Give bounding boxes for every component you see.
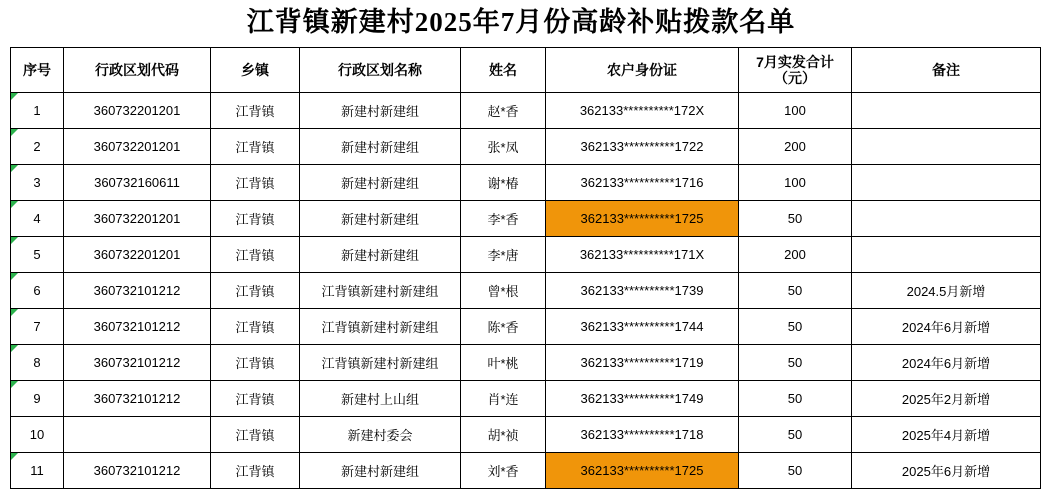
table-row (11, 308, 1041, 344)
cell-note: 2025年2月新增 (852, 380, 1041, 416)
cell-town: 江背镇 (211, 236, 300, 272)
cell-index: 5 (11, 236, 64, 272)
cell-note: 2025年4月新增 (852, 416, 1041, 452)
cell-division-code: 360732201201 (64, 128, 211, 164)
cell-division-name: 新建村新建组 (300, 452, 461, 488)
column-header-division-name: 行政区划名称 (300, 47, 461, 92)
cell-division-name: 新建村新建组 (300, 164, 461, 200)
cell-division-code (64, 416, 211, 452)
table-row (11, 416, 1041, 452)
cell-division-name: 新建村新建组 (300, 236, 461, 272)
cell-note (852, 164, 1041, 200)
column-header-id-number: 农户身份证 (546, 47, 739, 92)
cell-town: 江背镇 (211, 344, 300, 380)
cell-note: 2024.5月新增 (852, 272, 1041, 308)
cell-town: 江背镇 (211, 128, 300, 164)
cell-name: 李*香 (461, 200, 546, 236)
cell-index: 2 (11, 128, 64, 164)
cell-name: 赵*香 (461, 92, 546, 128)
cell-index: 7 (11, 308, 64, 344)
cell-division-name: 江背镇新建村新建组 (300, 272, 461, 308)
cell-town: 江背镇 (211, 416, 300, 452)
cell-id-number: 362133**********1739 (546, 272, 739, 308)
cell-amount: 200 (739, 236, 852, 272)
cell-name: 谢*椿 (461, 164, 546, 200)
cell-note (852, 128, 1041, 164)
cell-note: 2024年6月新增 (852, 344, 1041, 380)
column-header-town: 乡镇 (211, 47, 300, 92)
column-header-amount-line2: （元） (774, 69, 816, 86)
cell-division-name: 江背镇新建村新建组 (300, 344, 461, 380)
cell-amount: 50 (739, 416, 852, 452)
page-title: 江背镇新建村2025年7月份高龄补贴拨款名单 (246, 7, 796, 37)
cell-division-name: 新建村新建组 (300, 200, 461, 236)
allowance-table (10, 47, 1041, 489)
cell-amount: 50 (739, 344, 852, 380)
cell-name: 胡*祯 (461, 416, 546, 452)
cell-note (852, 92, 1041, 128)
cell-town: 江背镇 (211, 200, 300, 236)
table-header-row (11, 47, 1041, 92)
cell-name: 李*唐 (461, 236, 546, 272)
column-header-index: 序号 (11, 47, 64, 92)
cell-division-name: 江背镇新建村新建组 (300, 308, 461, 344)
cell-division-code: 360732201201 (64, 236, 211, 272)
cell-id-number: 362133**********1722 (546, 128, 739, 164)
column-header-amount-line1: 7月实发合计 (756, 53, 834, 70)
cell-town: 江背镇 (211, 164, 300, 200)
cell-amount: 50 (739, 200, 852, 236)
cell-id-number: 362133**********1719 (546, 344, 739, 380)
table-row (11, 344, 1041, 380)
table-row (11, 272, 1041, 308)
cell-index: 10 (11, 416, 64, 452)
column-header-name: 姓名 (461, 47, 546, 92)
table-row (11, 380, 1041, 416)
cell-note: 2024年6月新增 (852, 308, 1041, 344)
cell-name: 陈*香 (461, 308, 546, 344)
cell-id-number: 362133**********1725 (546, 200, 739, 236)
cell-division-name: 新建村委会 (300, 416, 461, 452)
cell-index: 9 (11, 380, 64, 416)
cell-division-code: 360732160611 (64, 164, 211, 200)
cell-id-number: 362133**********1718 (546, 416, 739, 452)
cell-note (852, 200, 1041, 236)
table-row (11, 452, 1041, 488)
cell-division-code: 360732101212 (64, 452, 211, 488)
cell-id-number: 362133**********1716 (546, 164, 739, 200)
table-row (11, 236, 1041, 272)
column-header-note: 备注 (852, 47, 1041, 92)
cell-amount: 50 (739, 272, 852, 308)
cell-note (852, 236, 1041, 272)
cell-name: 张*凤 (461, 128, 546, 164)
cell-town: 江背镇 (211, 380, 300, 416)
cell-id-number: 362133**********1749 (546, 380, 739, 416)
table-row (11, 128, 1041, 164)
table-body (11, 92, 1041, 488)
cell-id-number: 362133**********171X (546, 236, 739, 272)
cell-division-code: 360732201201 (64, 200, 211, 236)
cell-town: 江背镇 (211, 92, 300, 128)
cell-amount: 50 (739, 308, 852, 344)
cell-name: 肖*连 (461, 380, 546, 416)
cell-division-name: 新建村上山组 (300, 380, 461, 416)
cell-name: 曾*根 (461, 272, 546, 308)
column-header-amount (739, 47, 852, 92)
cell-division-code: 360732201201 (64, 92, 211, 128)
cell-id-number: 362133**********172X (546, 92, 739, 128)
cell-index: 8 (11, 344, 64, 380)
cell-note: 2025年6月新增 (852, 452, 1041, 488)
cell-division-code: 360732101212 (64, 380, 211, 416)
cell-amount: 100 (739, 164, 852, 200)
table-header (11, 47, 1041, 92)
cell-id-number: 362133**********1744 (546, 308, 739, 344)
cell-index: 4 (11, 200, 64, 236)
cell-division-code: 360732101212 (64, 344, 211, 380)
cell-amount: 200 (739, 128, 852, 164)
cell-index: 11 (11, 452, 64, 488)
cell-index: 6 (11, 272, 64, 308)
cell-name: 刘*香 (461, 452, 546, 488)
cell-division-code: 360732101212 (64, 272, 211, 308)
cell-index: 1 (11, 92, 64, 128)
table-row (11, 164, 1041, 200)
cell-amount: 50 (739, 452, 852, 488)
cell-division-name: 新建村新建组 (300, 92, 461, 128)
column-header-division-code: 行政区划代码 (64, 47, 211, 92)
cell-division-code: 360732101212 (64, 308, 211, 344)
cell-id-number: 362133**********1725 (546, 452, 739, 488)
cell-amount: 50 (739, 380, 852, 416)
cell-town: 江背镇 (211, 308, 300, 344)
cell-division-name: 新建村新建组 (300, 128, 461, 164)
cell-town: 江背镇 (211, 452, 300, 488)
cell-name: 叶*桃 (461, 344, 546, 380)
cell-index: 3 (11, 164, 64, 200)
table-row (11, 92, 1041, 128)
table-row (11, 200, 1041, 236)
cell-town: 江背镇 (211, 272, 300, 308)
cell-amount: 100 (739, 92, 852, 128)
